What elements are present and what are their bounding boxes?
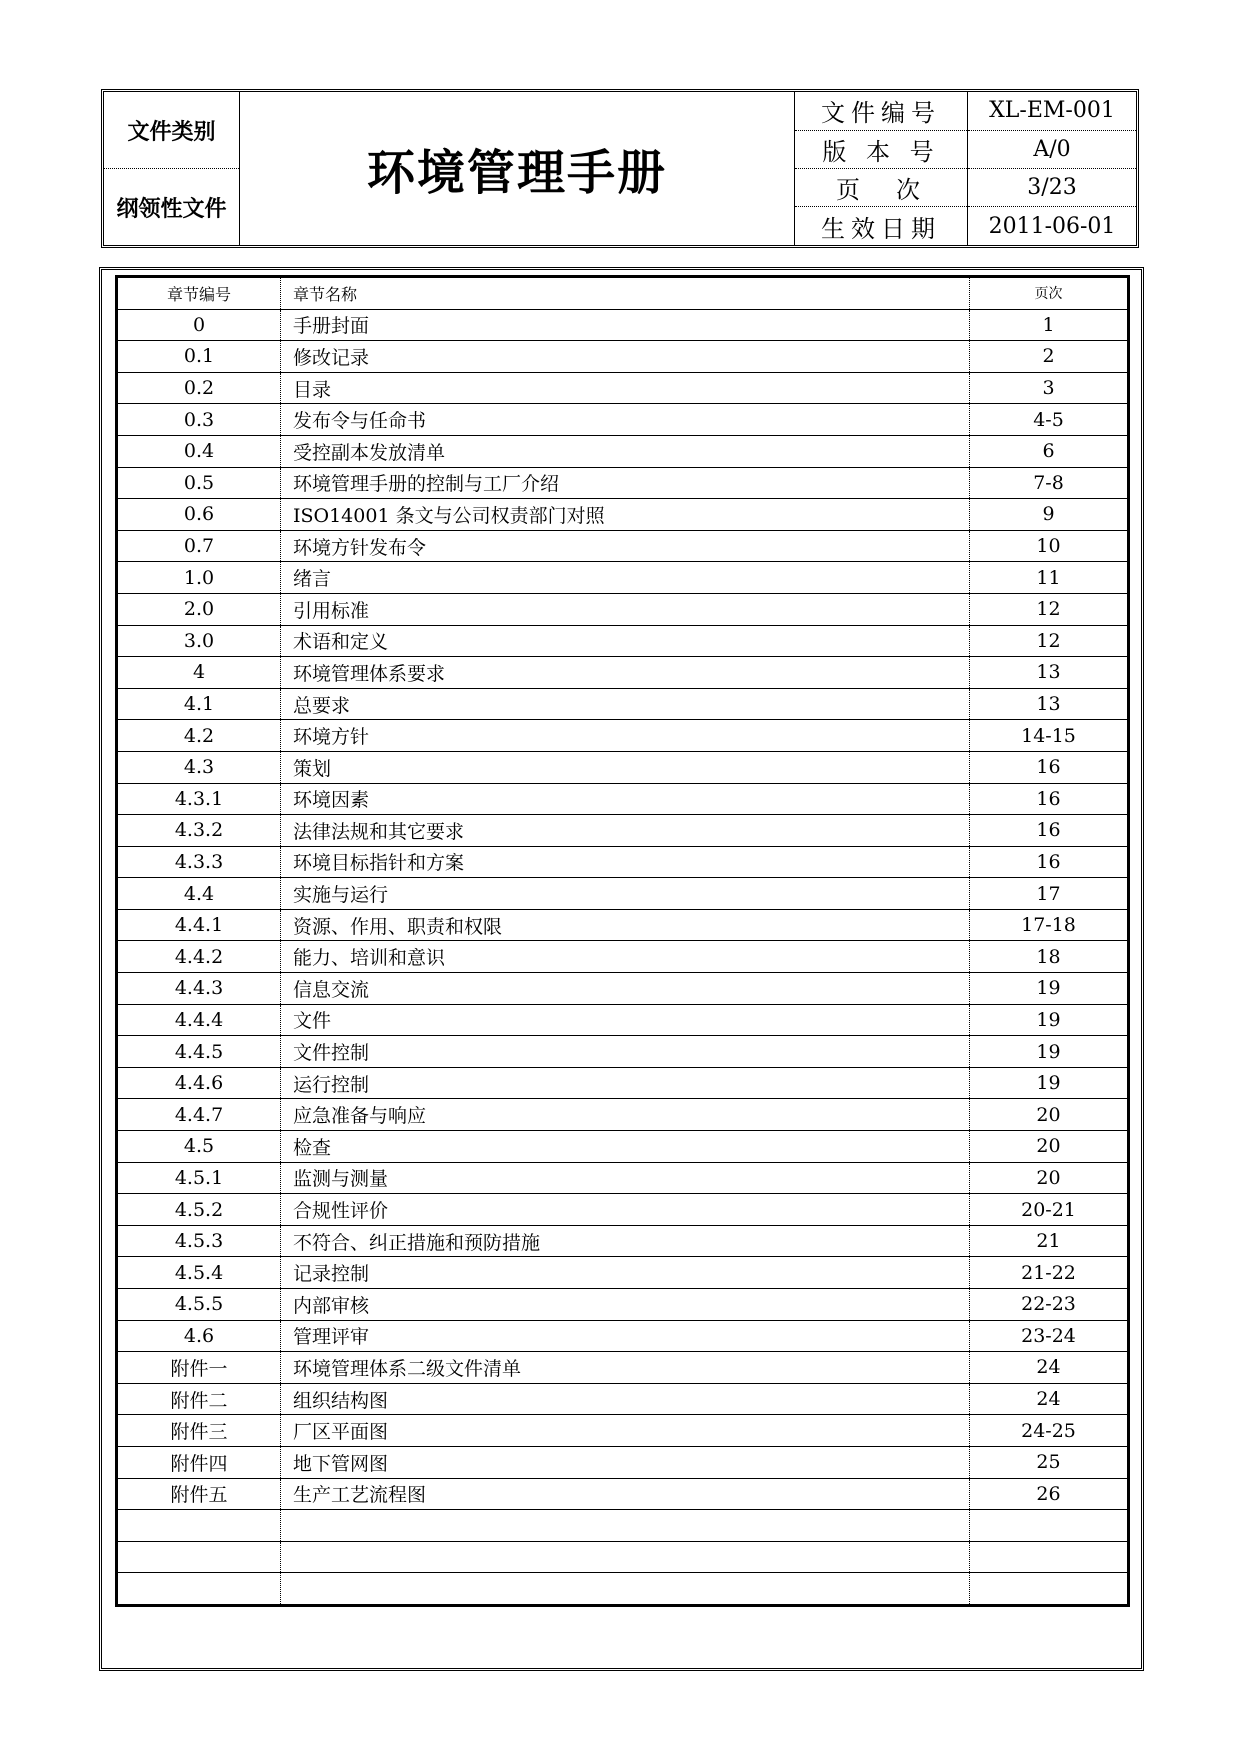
field-label-effective-date: 生效日期	[795, 207, 968, 245]
table-row	[118, 372, 1127, 404]
chapter-name-cell: 环境管理体系二级文件清单	[281, 1352, 970, 1384]
chapter-number-cell: 2.0	[118, 593, 281, 625]
chapter-name-cell: 检查	[281, 1131, 970, 1163]
page-cell: 20	[970, 1131, 1128, 1163]
chapter-number-cell: 0.2	[118, 372, 281, 404]
chapter-number-cell: 4.4.3	[118, 973, 281, 1005]
page-cell: 1	[970, 309, 1128, 341]
table-row	[118, 1415, 1127, 1447]
chapter-number-cell: 4.5.1	[118, 1162, 281, 1194]
chapter-name-cell: 资源、作用、职责和权限	[281, 909, 970, 941]
chapter-name-cell: 实施与运行	[281, 878, 970, 910]
chapter-number-cell: 0.4	[118, 435, 281, 467]
chapter-number-cell: 4.4	[118, 878, 281, 910]
table-row	[118, 1099, 1127, 1131]
table-row	[118, 720, 1127, 752]
page-cell: 19	[970, 1067, 1128, 1099]
page-cell: 24	[970, 1352, 1128, 1384]
document-title: 环境管理手册	[240, 92, 795, 245]
chapter-name-cell: 合规性评价	[281, 1194, 970, 1226]
table-row	[118, 1004, 1127, 1036]
chapter-number-cell: 4.5.3	[118, 1225, 281, 1257]
chapter-number-cell: 4.3.2	[118, 815, 281, 847]
page-cell	[970, 1573, 1128, 1604]
chapter-number-cell: 1.0	[118, 562, 281, 594]
chapter-number-cell: 4.4.5	[118, 1036, 281, 1068]
chapter-name-cell: 文件	[281, 1004, 970, 1036]
page-cell: 23-24	[970, 1320, 1128, 1352]
chapter-number-cell: 4.5.2	[118, 1194, 281, 1226]
chapter-name-cell: 应急准备与响应	[281, 1099, 970, 1131]
page-cell: 20	[970, 1099, 1128, 1131]
chapter-number-cell: 0.3	[118, 404, 281, 436]
field-label-version: 版 本 号	[795, 130, 968, 168]
chapter-number-cell: 0	[118, 309, 281, 341]
page-cell: 26	[970, 1478, 1128, 1510]
chapter-name-cell: 管理评审	[281, 1320, 970, 1352]
chapter-number-cell	[118, 1541, 281, 1573]
table-row	[118, 625, 1127, 657]
table-row	[118, 941, 1127, 973]
page-cell: 2	[970, 341, 1128, 373]
chapter-name-cell	[281, 1541, 970, 1573]
chapter-name-cell: 目录	[281, 372, 970, 404]
table-row	[118, 1320, 1127, 1352]
chapter-name-cell: 运行控制	[281, 1067, 970, 1099]
chapter-name-cell: 术语和定义	[281, 625, 970, 657]
table-row	[118, 973, 1127, 1005]
table-row	[118, 878, 1127, 910]
page-cell	[970, 1510, 1128, 1542]
chapter-name-cell: 记录控制	[281, 1257, 970, 1289]
chapter-name-cell: 受控副本发放清单	[281, 435, 970, 467]
page-cell: 19	[970, 1036, 1128, 1068]
chapter-number-cell: 4.3.1	[118, 783, 281, 815]
chapter-number-cell: 4.3	[118, 751, 281, 783]
page-cell	[970, 1541, 1128, 1573]
chapter-name-cell: 信息交流	[281, 973, 970, 1005]
table-row	[118, 688, 1127, 720]
table-row	[118, 1352, 1127, 1384]
page-cell: 16	[970, 751, 1128, 783]
chapter-number-cell	[118, 1510, 281, 1542]
page-cell: 14-15	[970, 720, 1128, 752]
chapter-name-cell: 文件控制	[281, 1036, 970, 1068]
chapter-number-cell: 4.3.3	[118, 846, 281, 878]
page-cell: 17	[970, 878, 1128, 910]
page-cell: 4-5	[970, 404, 1128, 436]
page-cell: 18	[970, 941, 1128, 973]
chapter-name-cell: 能力、培训和意识	[281, 941, 970, 973]
page-cell: 9	[970, 499, 1128, 531]
table-row	[118, 404, 1127, 436]
chapter-name-cell: 手册封面	[281, 309, 970, 341]
table-row	[118, 1510, 1127, 1542]
chapter-name-cell: ISO14001 条文与公司权责部门对照	[281, 499, 970, 531]
table-row	[118, 309, 1127, 341]
page-cell: 3	[970, 372, 1128, 404]
chapter-number-cell: 4.4.6	[118, 1067, 281, 1099]
chapter-name-cell: 环境目标指针和方案	[281, 846, 970, 878]
chapter-number-cell: 4.4.7	[118, 1099, 281, 1131]
page-cell: 7-8	[970, 467, 1128, 499]
column-header-chapter-name: 章节名称	[281, 278, 970, 309]
table-row	[118, 657, 1127, 689]
table-row	[118, 783, 1127, 815]
table-row	[118, 435, 1127, 467]
chapter-number-cell: 4.5.4	[118, 1257, 281, 1289]
document-header	[101, 89, 1139, 248]
table-row	[118, 1383, 1127, 1415]
field-value-page: 3/23	[968, 169, 1137, 207]
table-row	[118, 467, 1127, 499]
column-header-page: 页次	[970, 278, 1128, 309]
chapter-name-cell	[281, 1510, 970, 1542]
table-row	[118, 499, 1127, 531]
chapter-name-cell: 环境管理手册的控制与工厂介绍	[281, 467, 970, 499]
chapter-name-cell: 绪言	[281, 562, 970, 594]
chapter-number-cell: 0.7	[118, 530, 281, 562]
chapter-name-cell: 引用标准	[281, 593, 970, 625]
table-row	[118, 1257, 1127, 1289]
chapter-number-cell: 4.5	[118, 1131, 281, 1163]
chapter-name-cell: 修改记录	[281, 341, 970, 373]
table-row	[118, 846, 1127, 878]
chapter-number-cell: 3.0	[118, 625, 281, 657]
chapter-name-cell: 生产工艺流程图	[281, 1478, 970, 1510]
category-value: 纲领性文件	[104, 169, 240, 246]
chapter-name-cell: 环境因素	[281, 783, 970, 815]
page-cell: 10	[970, 530, 1128, 562]
page-cell: 22-23	[970, 1289, 1128, 1321]
page-cell: 11	[970, 562, 1128, 594]
chapter-name-cell: 发布令与任命书	[281, 404, 970, 436]
table-row	[118, 530, 1127, 562]
chapter-name-cell: 内部审核	[281, 1289, 970, 1321]
chapter-number-cell: 附件二	[118, 1383, 281, 1415]
table-row	[118, 1225, 1127, 1257]
chapter-number-cell: 4	[118, 657, 281, 689]
page-cell: 21-22	[970, 1257, 1128, 1289]
category-label: 文件类别	[104, 92, 240, 169]
table-row	[118, 1573, 1127, 1604]
chapter-name-cell: 法律法规和其它要求	[281, 815, 970, 847]
page-cell: 16	[970, 815, 1128, 847]
field-label-doc-number: 文件编号	[795, 92, 968, 130]
chapter-number-cell: 4.2	[118, 720, 281, 752]
chapter-number-cell: 附件四	[118, 1446, 281, 1478]
page-cell: 25	[970, 1446, 1128, 1478]
page-cell: 6	[970, 435, 1128, 467]
table-row	[118, 341, 1127, 373]
field-value-effective-date: 2011-06-01	[988, 213, 1116, 239]
table-row	[118, 1194, 1127, 1226]
chapter-number-cell: 0.6	[118, 499, 281, 531]
page-cell: 17-18	[970, 909, 1128, 941]
table-row	[118, 1067, 1127, 1099]
chapter-name-cell: 环境管理体系要求	[281, 657, 970, 689]
page-cell: 13	[970, 657, 1128, 689]
field-label-page: 页 次	[795, 169, 968, 207]
chapter-number-cell: 附件五	[118, 1478, 281, 1510]
page-cell: 19	[970, 973, 1128, 1005]
page-cell: 16	[970, 846, 1128, 878]
chapter-name-cell: 地下管网图	[281, 1446, 970, 1478]
table-row	[118, 751, 1127, 783]
page-cell: 20	[970, 1162, 1128, 1194]
table-row	[118, 1541, 1127, 1573]
table-row	[118, 909, 1127, 941]
chapter-name-cell	[281, 1573, 970, 1604]
chapter-number-cell: 附件三	[118, 1415, 281, 1447]
chapter-number-cell: 4.4.4	[118, 1004, 281, 1036]
page-cell: 24-25	[970, 1415, 1128, 1447]
table-row	[118, 1478, 1127, 1510]
page-cell: 13	[970, 688, 1128, 720]
page-cell: 16	[970, 783, 1128, 815]
toc-header-row	[118, 278, 1127, 309]
page-cell: 19	[970, 1004, 1128, 1036]
field-value-version: A/0	[968, 130, 1137, 168]
chapter-number-cell: 4.4.2	[118, 941, 281, 973]
chapter-name-cell: 环境方针	[281, 720, 970, 752]
page-cell: 21	[970, 1225, 1128, 1257]
field-value-doc-number: XL-EM-001	[968, 92, 1137, 130]
table-row	[118, 1131, 1127, 1163]
chapter-number-cell	[118, 1573, 281, 1604]
page-cell: 12	[970, 593, 1128, 625]
chapter-name-cell: 不符合、纠正措施和预防措施	[281, 1225, 970, 1257]
chapter-name-cell: 策划	[281, 751, 970, 783]
chapter-name-cell: 组织结构图	[281, 1383, 970, 1415]
chapter-number-cell: 4.4.1	[118, 909, 281, 941]
chapter-name-cell: 监测与测量	[281, 1162, 970, 1194]
table-row	[118, 1162, 1127, 1194]
table-row	[118, 593, 1127, 625]
column-header-chapter-number: 章节编号	[118, 278, 281, 309]
table-row	[118, 562, 1127, 594]
page-cell: 12	[970, 625, 1128, 657]
chapter-number-cell: 0.5	[118, 467, 281, 499]
chapter-name-cell: 总要求	[281, 688, 970, 720]
chapter-name-cell: 厂区平面图	[281, 1415, 970, 1447]
toc-table	[115, 275, 1130, 1607]
chapter-number-cell: 4.5.5	[118, 1289, 281, 1321]
table-row	[118, 1289, 1127, 1321]
chapter-number-cell: 4.6	[118, 1320, 281, 1352]
page-cell: 24	[970, 1383, 1128, 1415]
chapter-number-cell: 0.1	[118, 341, 281, 373]
page-cell: 20-21	[970, 1194, 1128, 1226]
chapter-number-cell: 4.1	[118, 688, 281, 720]
table-row	[118, 1446, 1127, 1478]
table-row	[118, 815, 1127, 847]
chapter-name-cell: 环境方针发布令	[281, 530, 970, 562]
table-row	[118, 1036, 1127, 1068]
chapter-number-cell: 附件一	[118, 1352, 281, 1384]
